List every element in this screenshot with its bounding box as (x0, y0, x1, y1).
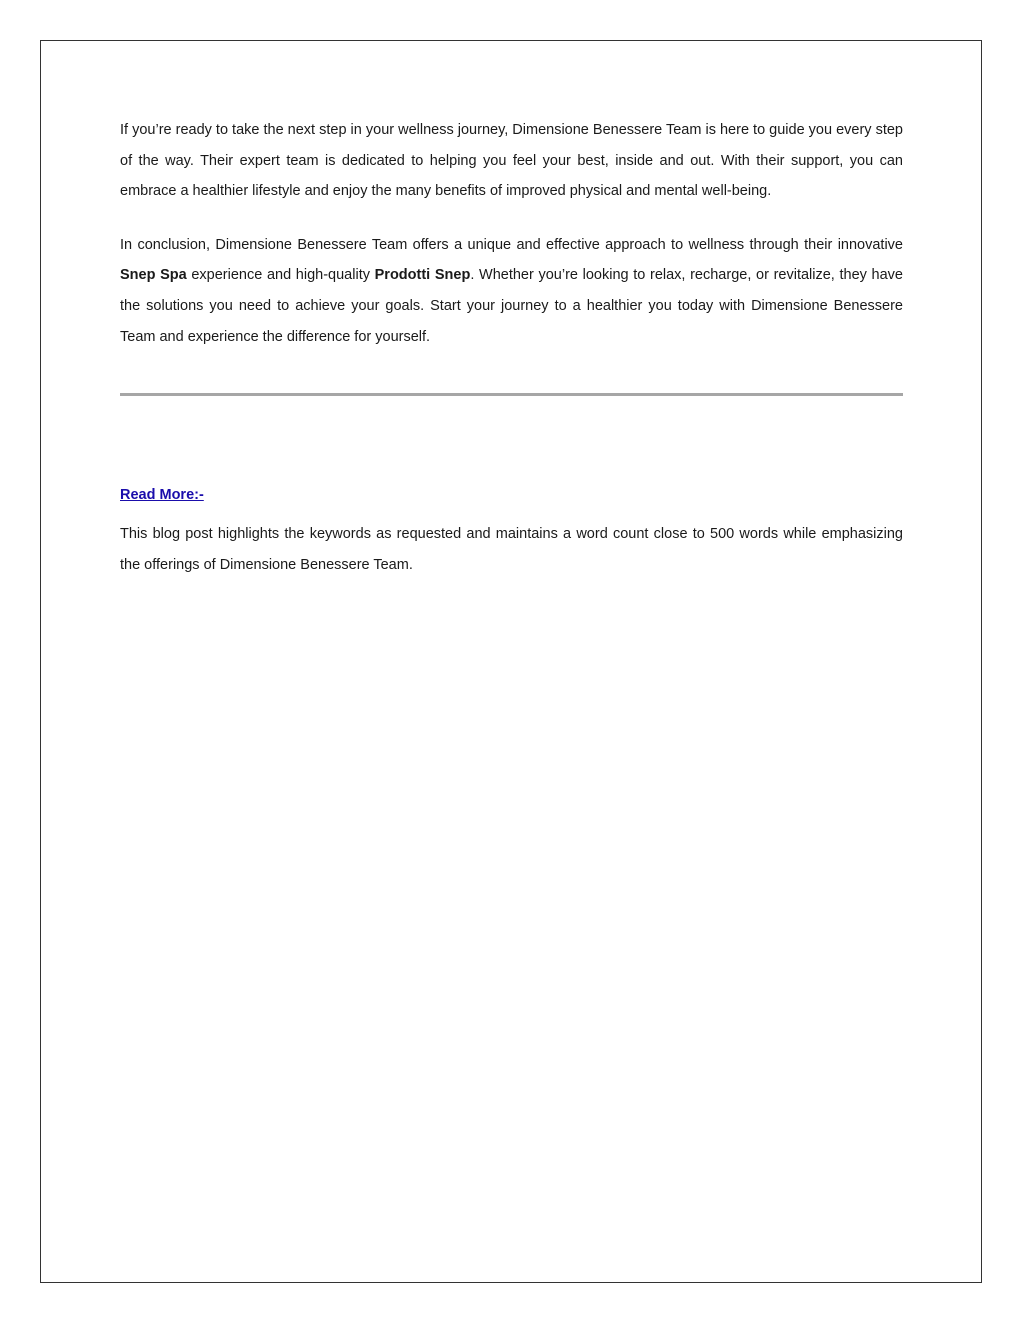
read-more-link[interactable]: Read More:- (120, 487, 204, 504)
conclusion-text-1: In conclusion, Dimensione Benessere Team offers a unique and effective approach to wellness through their innovative (120, 236, 903, 253)
paragraph-next-step: If you’re ready to take the next step in your wellness journey, Dimensione Benessere Team is here to guide you every step of the way. Their expert team is dedicated to helping you feel your best, inside and out. With their support, you can embrace a healthier lifestyle and enjoy the many benefits of improved physical and mental well-being. (120, 122, 903, 200)
keyword-snep-spa: Snep Spa (120, 267, 187, 284)
conclusion-text-3: . Whether you’re looking to relax, recharge, or revitalize, they have the solutions you need to achieve your goals. Start your journey to a healthier you today with Dimensione Benessere Team and experience the difference for yourself. (120, 267, 903, 345)
document-body (120, 115, 903, 580)
read-more-container (120, 484, 903, 506)
horizontal-divider (120, 393, 903, 396)
paragraph-blog-note: This blog post highlights the keywords as requested and maintains a word count close to 500 words while emphasizing the offerings of Dimensione Benessere Team. (120, 526, 903, 573)
conclusion-text-2: experience and high-quality (186, 267, 375, 284)
paragraph-conclusion (120, 230, 903, 352)
keyword-prodotti-snep: Prodotti Snep (374, 267, 471, 284)
